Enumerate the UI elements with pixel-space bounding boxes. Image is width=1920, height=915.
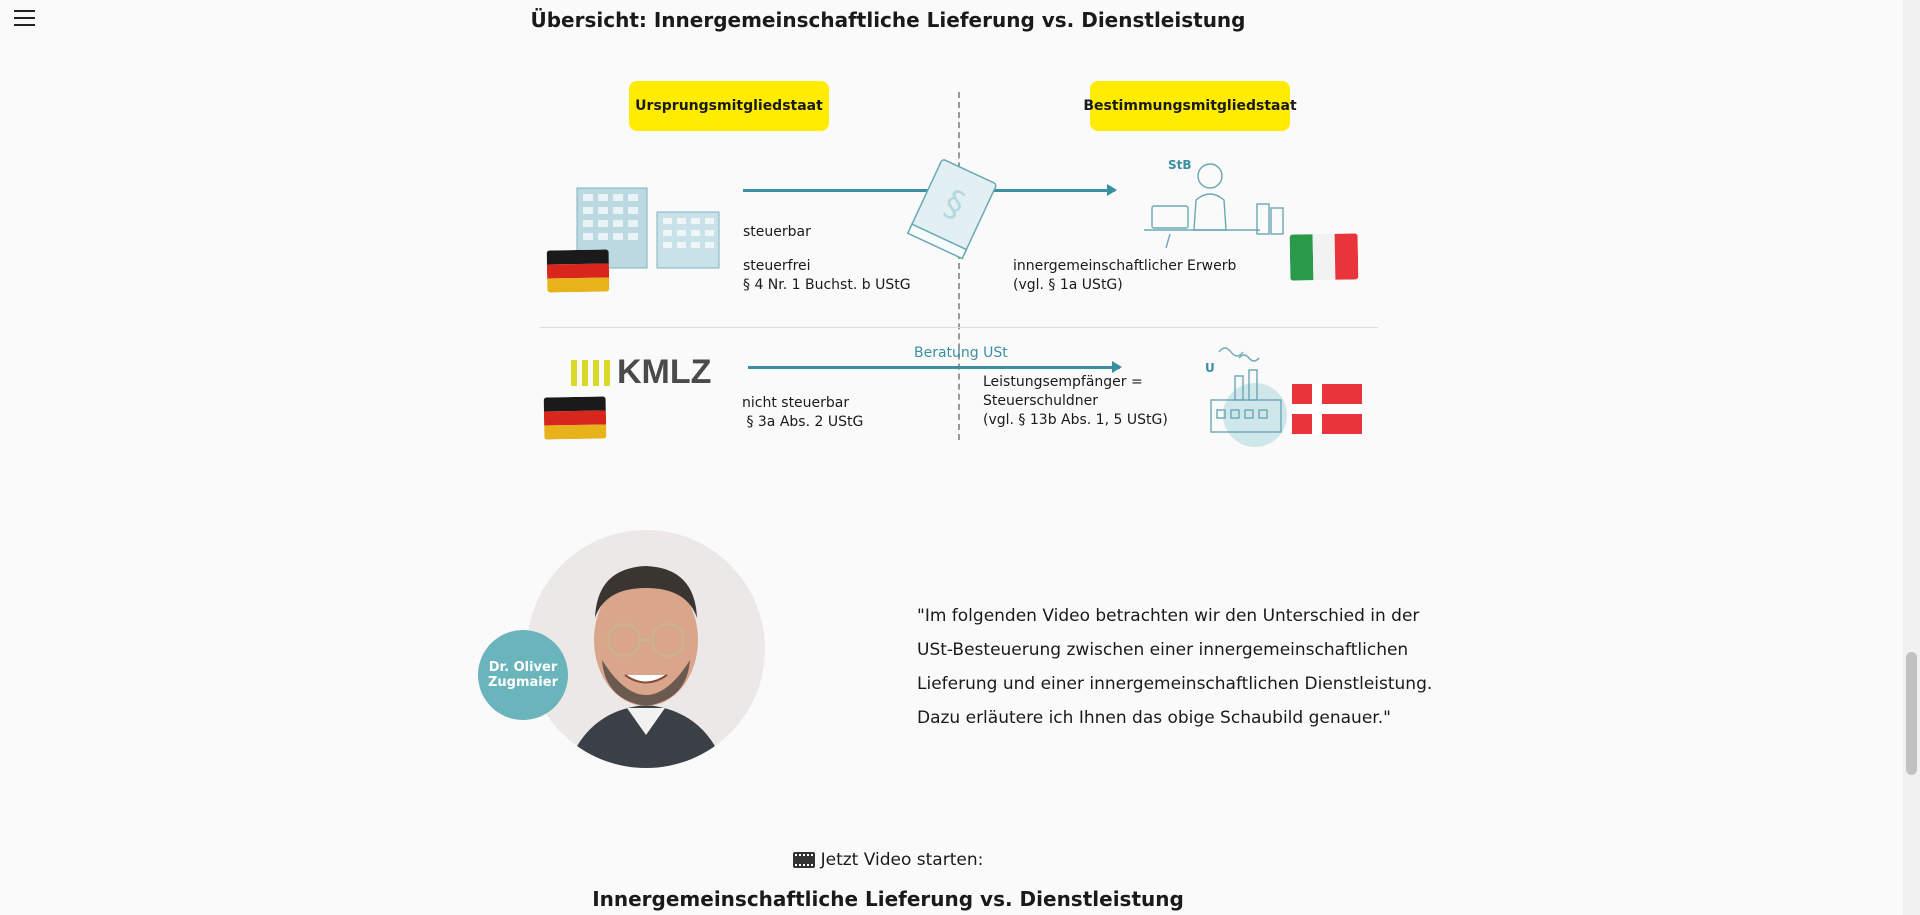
vertical-divider xyxy=(958,92,960,440)
speaker-quote: "Im folgenden Video betrachten wir den Unterschied in der USt-Besteuerung zwischen einer innergemeinschaftlichen Lieferung und einer innergemeinschaftlichen Dienstleistung. Dazu erläutere ich Ihnen das obige Schaubild genauer." xyxy=(917,606,1433,728)
logo-bar xyxy=(593,360,599,386)
acquisition-label: innergemeinschaftlicher Erwerb xyxy=(1013,258,1237,274)
tax-advisor-at-desk-icon xyxy=(1140,158,1290,250)
tax-exempt-reference: § 4 Nr. 1 Buchst. b UStG xyxy=(743,277,911,293)
law-book-icon xyxy=(900,155,1010,265)
service-arrow xyxy=(748,366,1120,369)
logo-bar xyxy=(604,360,610,386)
kmlz-logo-text: KMLZ xyxy=(617,353,712,391)
vat-advice-label: Beratung USt xyxy=(914,345,1008,361)
video-cta[interactable] xyxy=(0,850,1776,870)
tax-debtor-label: Steuerschuldner xyxy=(983,393,1098,409)
company-u-label: U xyxy=(1205,361,1215,375)
not-taxable-label: nicht steuerbar xyxy=(742,395,850,411)
video-title: Innergemeinschaftliche Lieferung vs. Dienstleistung xyxy=(592,887,1184,911)
germany-flag-bottom xyxy=(544,396,607,439)
acquisition-reference: (vgl. § 1a UStG) xyxy=(1013,277,1123,293)
speaker-last-name: Zugmaier xyxy=(488,675,558,690)
speaker-portrait xyxy=(527,530,765,768)
origin-state-label: Ursprungsmitgliedstaat xyxy=(629,81,829,131)
tax-exempt-label: steuerfrei xyxy=(743,258,811,274)
scrollbar-thumb[interactable] xyxy=(1906,652,1917,775)
factory-icon xyxy=(1205,340,1295,450)
taxable-label: steuerbar xyxy=(743,224,811,240)
horizontal-divider xyxy=(540,327,1378,328)
logo-bar xyxy=(582,360,588,386)
not-taxable-reference: § 3a Abs. 2 UStG xyxy=(742,414,864,430)
svg-text:§: § xyxy=(937,182,972,228)
kmlz-logo xyxy=(571,353,711,392)
page-title: Übersicht: Innergemeinschaftliche Lieferung vs. Dienstleistung xyxy=(530,8,1246,32)
speaker-first-name: Dr. Oliver xyxy=(488,660,558,675)
germany-flag-top xyxy=(547,249,610,292)
page-scrollbar[interactable] xyxy=(1903,0,1920,915)
reverse-charge-reference: (vgl. § 13b Abs. 1, 5 UStG) xyxy=(983,412,1168,428)
recipient-label: Leistungsempfänger = xyxy=(983,374,1143,390)
speaker-name-badge xyxy=(478,630,568,720)
destination-state-label: Bestimmungsmitgliedstaat xyxy=(1090,81,1290,131)
logo-bar xyxy=(571,360,577,386)
video-cta-label: Jetzt Video starten: xyxy=(820,850,984,870)
stb-label: StB xyxy=(1168,158,1192,172)
speaker-photo xyxy=(527,530,765,768)
italy-flag xyxy=(1290,233,1359,280)
denmark-flag xyxy=(1292,384,1362,434)
film-frames-icon xyxy=(793,852,815,868)
kmlz-logo-bars xyxy=(571,360,610,386)
